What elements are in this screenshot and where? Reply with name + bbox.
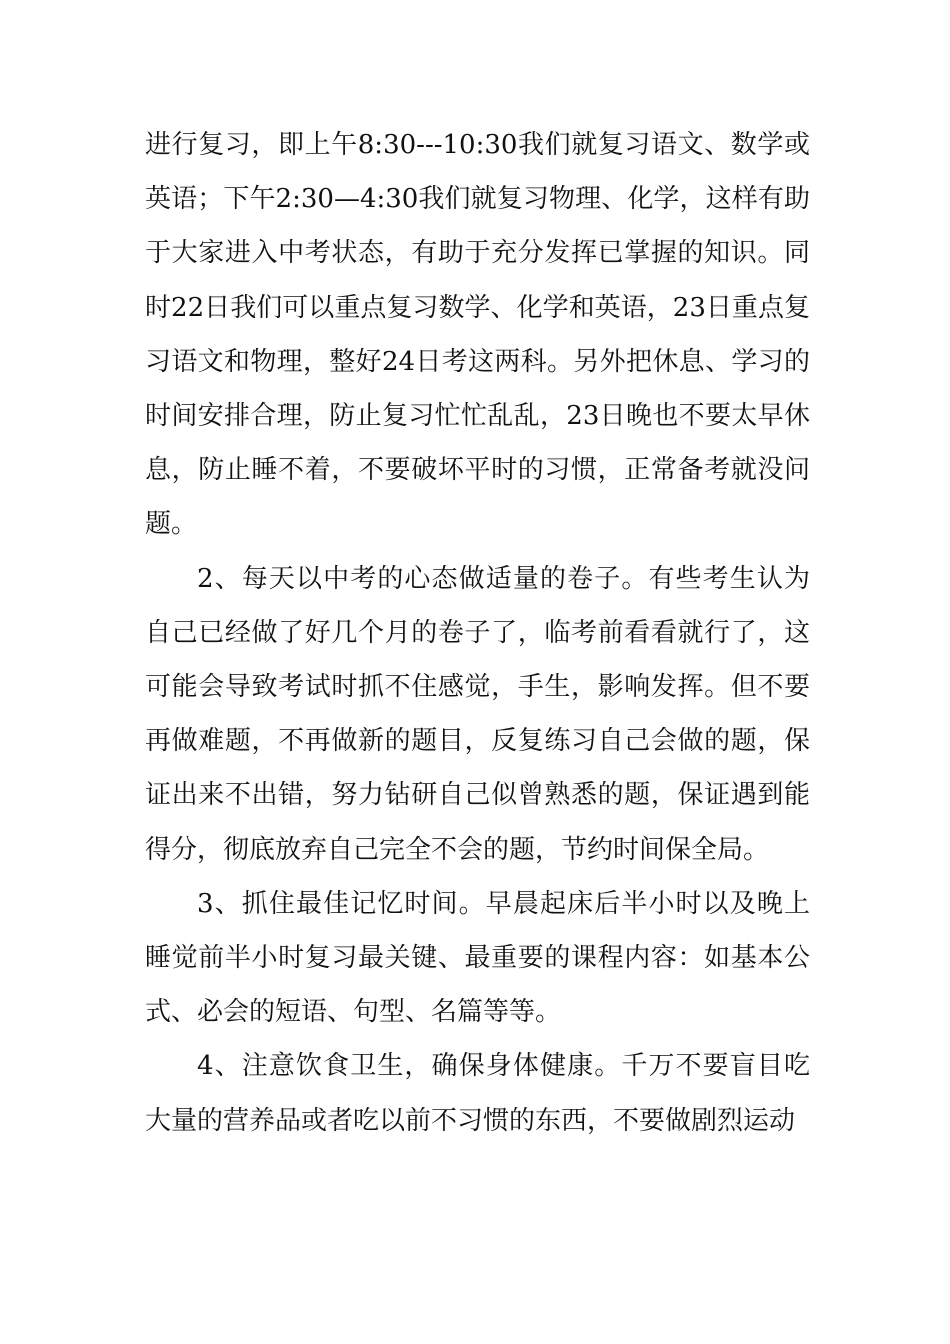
paragraph-item-3: 3、抓住最佳记忆时间。早晨起床后半小时以及晚上睡觉前半小时复习最关键、最重要的课程内容：如基本公式、必会的短语、句型、名篇等等。 — [145, 888, 810, 1028]
paragraph-continuation: 进行复习，即上午8:30---10:30我们就复习语文、数学或英语；下午2:30—4:30我们就复习物理、化学，这样有助于大家进入中考状态，有助于充分发挥已掌握的知识。同时22日我们可以重点复习数学、化学和英语，23日重点复习语文和物理，整好24日考这两科。另外把休息、学习的时间安排合理，防止复习忙忙乱乱，23日晚也不要太早休息，防止睡不着，不要破坏平时的习惯，正常备考就没问题。 — [145, 130, 810, 540]
paragraph-item-4: 4、注意饮食卫生，确保身体健康。千万不要盲目吃大量的营养品或者吃以前不习惯的东西，不要做剧烈运动 — [145, 1051, 810, 1136]
paragraph-item-2: 2、每天以中考的心态做适量的卷子。有些考生认为自己已经做了好几个月的卷子了，临考前看看就行了，这可能会导致考试时抓不住感觉，手生，影响发挥。但不要再做难题，不再做新的题目，反复练习自己会做的题，保证出来不出错，努力钻研自己似曾熟悉的题，保证遇到能得分，彻底放弃自己完全不会的题，节约时间保全局。 — [145, 563, 810, 865]
document-body — [145, 118, 810, 1148]
